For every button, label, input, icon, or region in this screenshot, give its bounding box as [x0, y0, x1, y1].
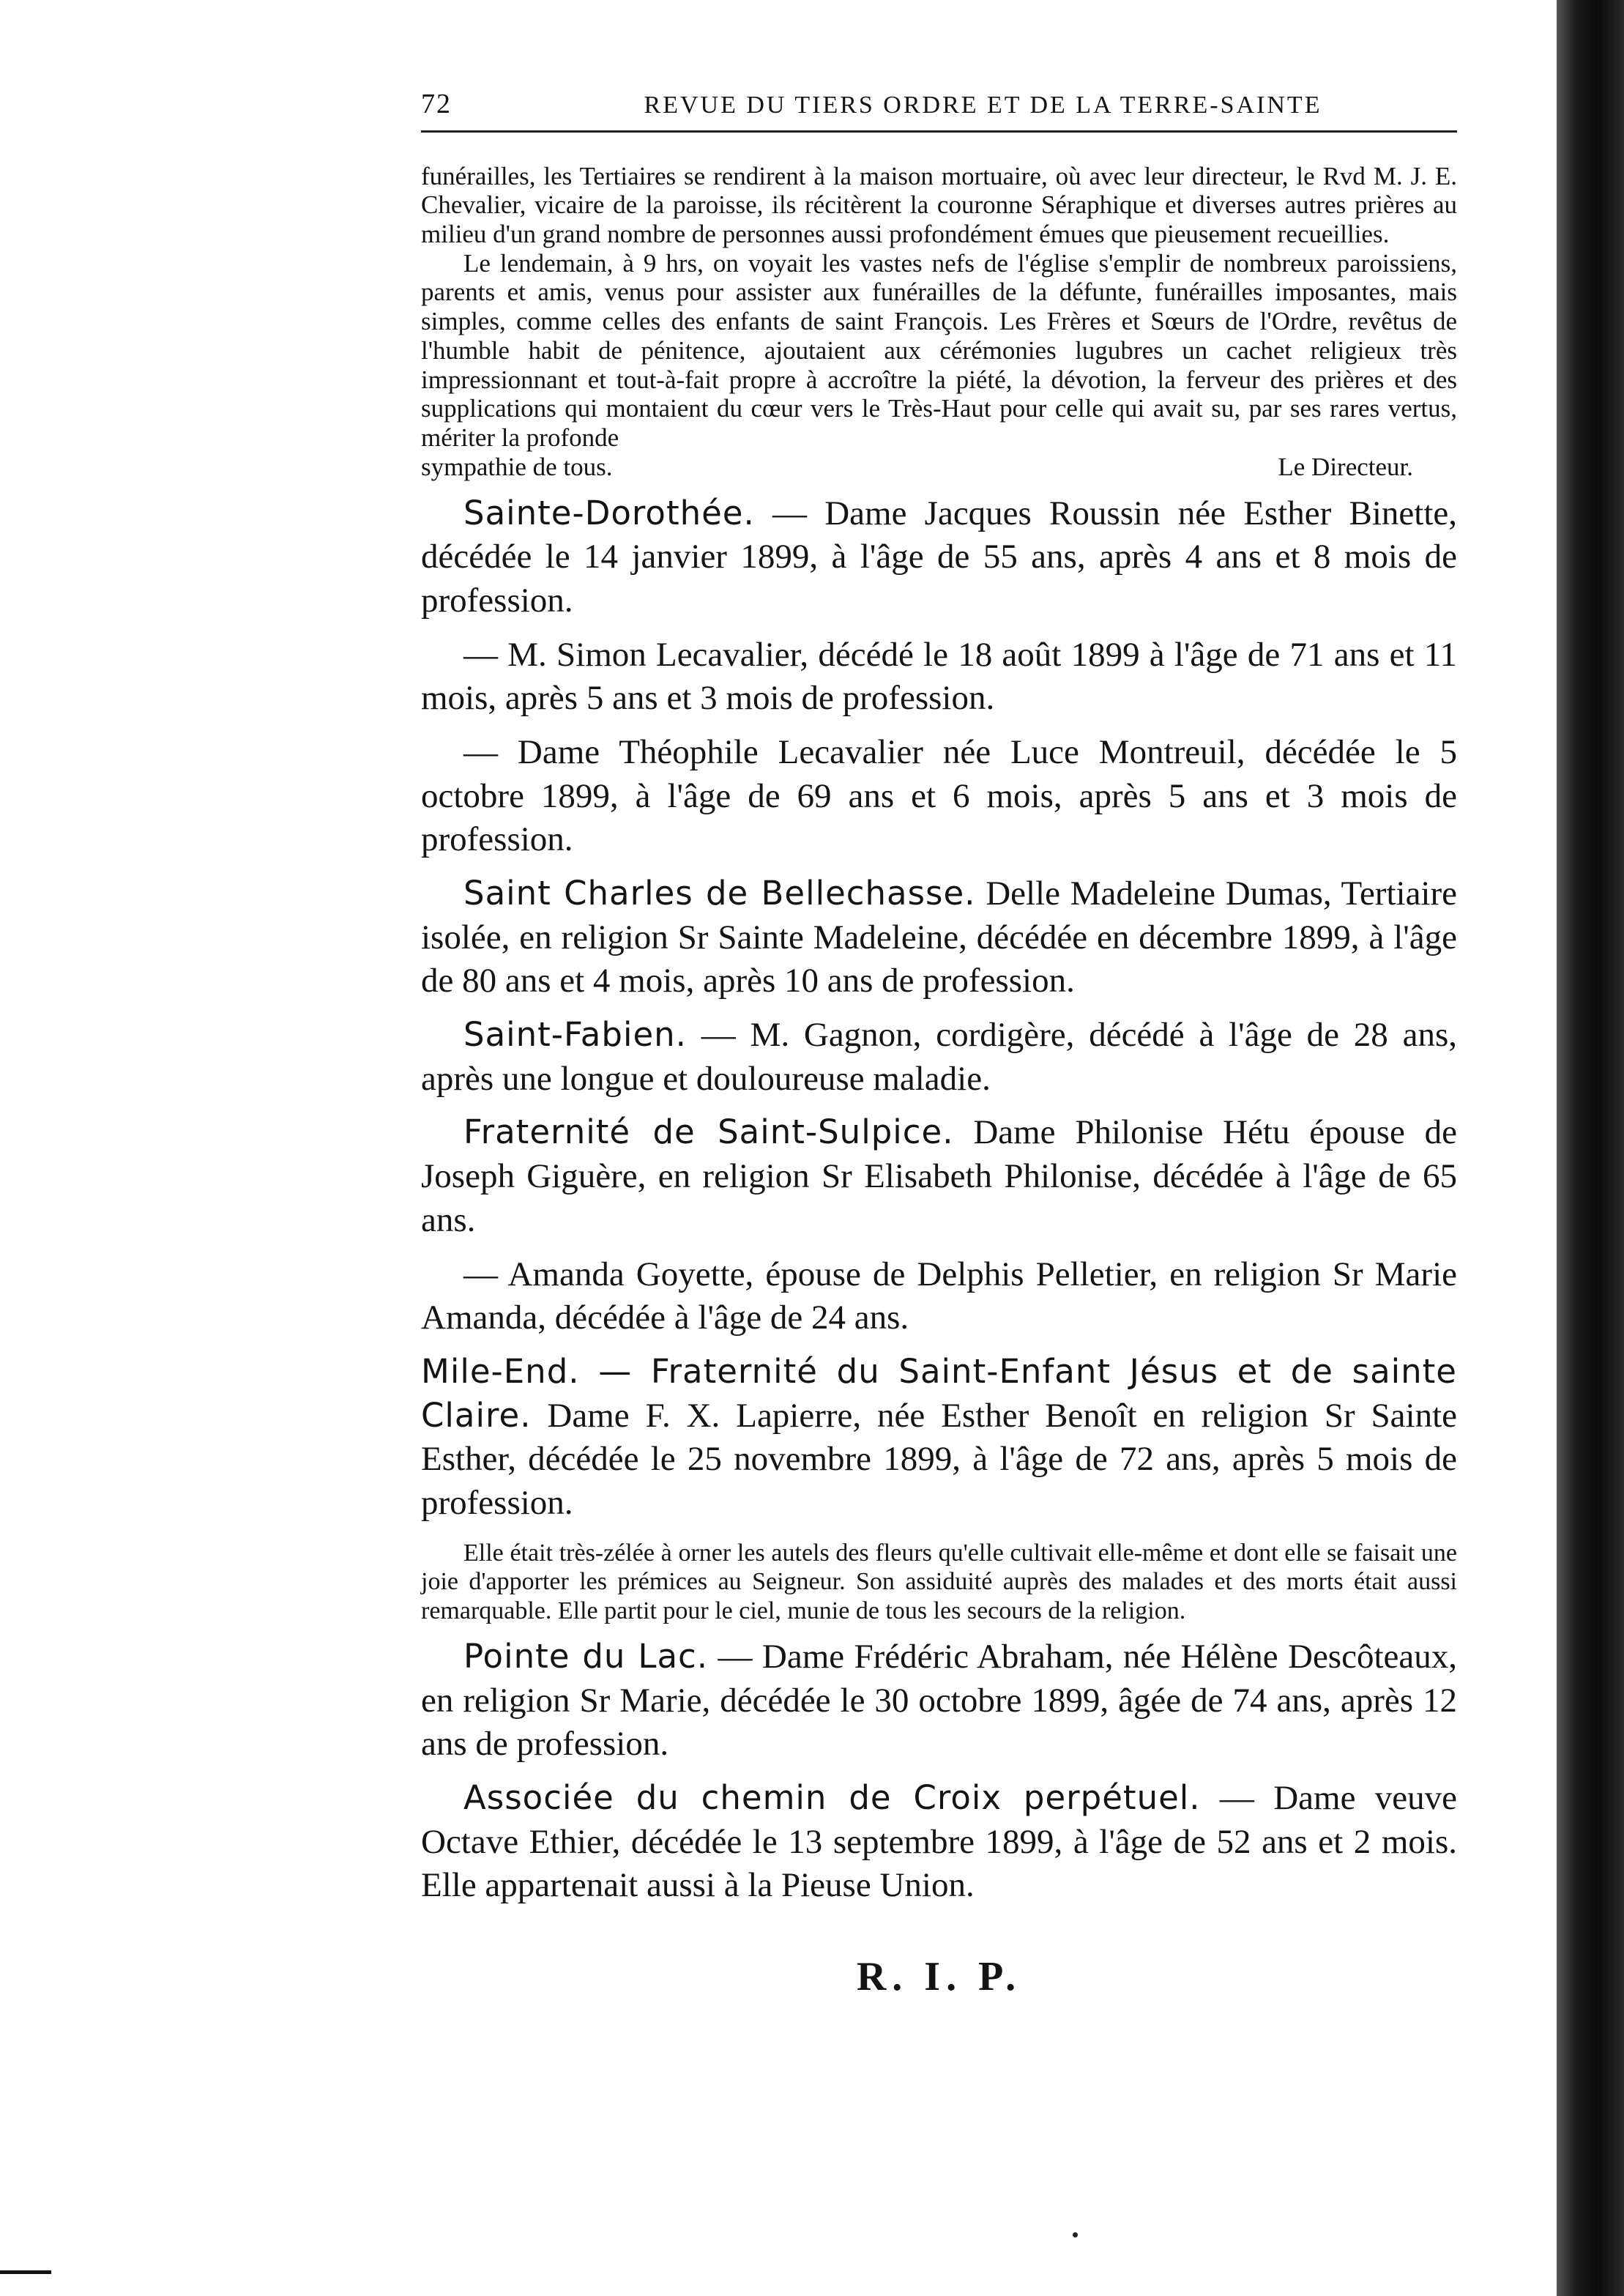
- parish-heading: Associée du chemin de Croix perpétuel.: [463, 1778, 1201, 1817]
- intro-last-line: sympathie de tous.: [421, 452, 613, 481]
- entry-text: Dame Philonise Hétu épouse de Joseph Giguère, en religion Sr Elisabeth Philonise, décédée à l'âge de 65 ans.: [421, 1113, 1457, 1239]
- obituary-entry: [421, 1351, 1457, 1526]
- scan-edge-shadow: [1557, 0, 1624, 2296]
- margin-mark: [0, 2270, 51, 2274]
- page-body: [421, 88, 1457, 2000]
- entry-text: — M. Simon Lecavalier, décédé le 18 août 1899 à l'âge de 71 ans et 11 mois, après 5 ans et 3 mois de profession.: [421, 635, 1457, 718]
- signature-line: [421, 453, 1457, 482]
- entry-text: — M. Gagnon, cordigère, décédé à l'âge de 28 ans, après une longue et douloureuse maladie.: [421, 1016, 1457, 1098]
- parish-heading: Sainte-Dorothée.: [463, 493, 755, 532]
- running-header: [421, 88, 1457, 133]
- entry-text: — Dame Frédéric Abraham, née Hélène Descôteaux, en religion Sr Marie, décédée le 30 octobre 1899, âgée de 74 ans, après 12 ans de profession.: [421, 1637, 1457, 1764]
- obituary-entry: [421, 634, 1457, 721]
- obituary-entry: [421, 1635, 1457, 1766]
- entry-text: — Dame Théophile Lecavalier née Luce Montreuil, décédée le 5 octobre 1899, à l'âge de 69 ans et 6 mois, après 5 ans et 3 mois de profession.: [421, 732, 1457, 859]
- entry-text: Dame F. X. Lapierre, née Esther Benoît en religion Sr Sainte Esther, décédée le 25 novembre 1899, à l'âge de 72 ans, après 5 mois de profession.: [421, 1396, 1457, 1522]
- obituary-entry: [421, 872, 1457, 1003]
- obituary-entry: [421, 1253, 1457, 1340]
- entry-text: Delle Madeleine Dumas, Tertiaire isolée, en religion Sr Sainte Madeleine, décédée en décembre 1899, à l'âge de 80 ans et 4 mois, après 10 ans de profession.: [421, 874, 1458, 1000]
- closing-rip: R. I. P.: [856, 1954, 1022, 2000]
- entry-text: — Amanda Goyette, épouse de Delphis Pelletier, en religion Sr Marie Amanda, décédée à l'âge de 24 ans.: [421, 1255, 1457, 1337]
- running-title: REVUE DU TIERS ORDRE ET DE LA TERRE-SAINTE: [644, 92, 1322, 119]
- obituary-note: Elle était très-zélée à orner les autels des fleurs qu'elle cultivait elle-même et dont elle se faisait une joie d'apporter les prémices au Seigneur. Son assiduité auprès des malades et des morts était aussi remarquable. Elle partit pour le ciel, munie de tous les secours de la religion.: [421, 1539, 1457, 1624]
- obituary-entry: [421, 492, 1457, 623]
- obituary-entry: [421, 731, 1457, 862]
- signature: Le Directeur.: [1278, 452, 1413, 481]
- ink-speck: [1073, 2232, 1078, 2237]
- parish-heading: Pointe du Lac.: [463, 1636, 709, 1676]
- page-number: 72: [421, 89, 452, 119]
- entry-text: — Dame veuve Octave Ethier, décédée le 13 septembre 1899, à l'âge de 52 ans et 2 mois. Elle appartenait aussi à la Pieuse Union.: [421, 1779, 1457, 1905]
- obituary-entry: [421, 1014, 1457, 1101]
- parish-heading: Saint-Fabien.: [463, 1015, 687, 1055]
- entry-text: — Dame Jacques Roussin née Esther Binette, décédée le 14 janvier 1899, à l'âge de 55 ans, après 4 ans et 8 mois de profession.: [421, 494, 1457, 620]
- obituary-entry: [421, 1111, 1457, 1242]
- parish-heading: Mile-End. — Fraternité du Saint-Enfant Jésus et de sainte Claire.: [421, 1351, 1457, 1435]
- obituary-entry: [421, 1777, 1457, 1908]
- parish-heading: Saint Charles de Bellechasse.: [463, 874, 976, 913]
- intro-paragraph-1: funérailles, les Tertiaires se rendirent à la maison mortuaire, où avec leur directeur, le Rvd M. J. E. Chevalier, vicaire de la paroisse, ils récitèrent la couronne Séraphique et diverses autres prières au milieu d'un grand nombre de personnes aussi profondément émues que pieusement recueillies.: [421, 161, 1457, 249]
- intro-paragraph-2: Le lendemain, à 9 hrs, on voyait les vastes nefs de l'église s'emplir de nombreux paroissiens, parents et amis, venus pour assister aux funérailles de la défunte, funérailles imposantes, mais simples, comme celles des enfants de saint François. Les Frères et Sœurs de l'Ordre, revêtus de l'humble habit de pénitence, ajoutaient aux cérémonies lugubres un cachet religieux très impressionnant et tout-à-fait propre à accroître la piété, la dévotion, la ferveur des prières et des supplications qui montaient du cœur vers le Très-Haut pour celle qui avait su, par ses rares vertus, mériter la profonde: [421, 248, 1457, 453]
- parish-heading: Fraternité de Saint-Sulpice.: [463, 1112, 954, 1152]
